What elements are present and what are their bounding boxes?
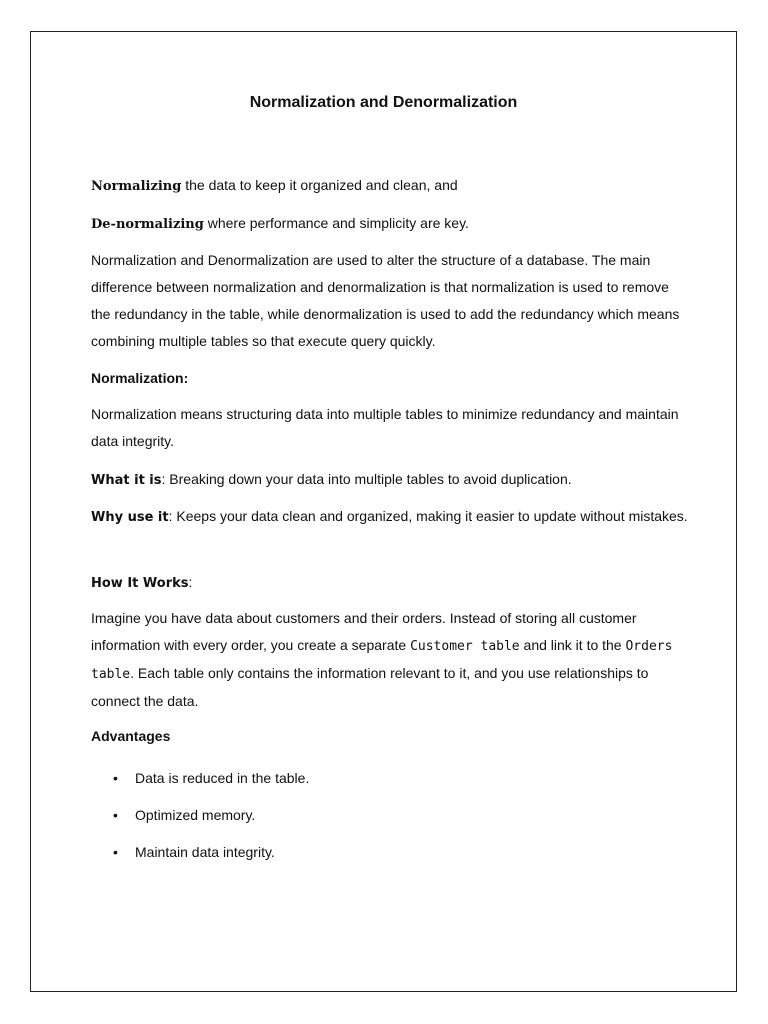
why-use-it-label: Why use it xyxy=(91,510,169,525)
how-it-works-colon: : xyxy=(188,574,193,590)
bullet-icon: • xyxy=(113,807,118,823)
document-page xyxy=(30,31,737,992)
normalization-definition: Normalization means structuring data into multiple tables to minimize redundancy and maintain data integrity. xyxy=(91,406,679,449)
list-item-text: Maintain data integrity. xyxy=(135,844,275,860)
what-it-is-label: What it is xyxy=(91,473,162,488)
bullet-icon: • xyxy=(113,844,118,860)
list-item xyxy=(91,834,591,871)
intro-line-denormalizing xyxy=(91,210,691,238)
why-use-it-text: : Keeps your data clean and organized, making it easier to update without mistakes. xyxy=(168,508,688,524)
why-use-it-line xyxy=(91,503,691,531)
advantages-heading: Advantages xyxy=(91,728,171,744)
list-item-text: Optimized memory. xyxy=(135,807,256,823)
overview-paragraph: Normalization and Denormalization are used to alter the structure of a database. The main difference between normalization and denormalization is that normalization is used to remove the redundancy in the table, while denormalization is used to add the redundancy which means combining multiple tables so that execute query quickly. xyxy=(91,252,680,349)
code-orders-table: Orders table xyxy=(91,639,673,682)
intro-line-normalizing xyxy=(91,172,691,200)
how-it-works-paragraph xyxy=(91,605,691,715)
list-item-text: Data is reduced in the table. xyxy=(135,770,310,786)
advantages-list xyxy=(91,760,591,871)
intro-line1-text: the data to keep it organized and clean, and xyxy=(181,177,458,193)
intro-line2-text: where performance and simplicity are key. xyxy=(203,215,469,231)
normalization-heading: Normalization: xyxy=(91,370,189,386)
how-text-3: . Each table only contains the information relevant to it, and you use relationships to connect the data. xyxy=(91,665,649,709)
how-text-1: Imagine you have data about customers and their orders. Instead of storing all customer information with every order, you create a separate xyxy=(91,610,637,653)
what-it-is-line xyxy=(91,466,691,494)
list-item xyxy=(91,760,591,797)
list-item xyxy=(91,797,591,834)
how-text-2: and link it to the xyxy=(519,637,626,653)
how-it-works-heading xyxy=(91,569,691,597)
code-customer-table: Customer table xyxy=(410,639,520,654)
term-denormalizing: De-normalizing xyxy=(91,217,204,232)
bullet-icon: • xyxy=(113,770,118,786)
how-it-works-label: How It Works xyxy=(91,576,189,591)
page-title: Normalization and Denormalization xyxy=(249,94,518,111)
term-normalizing: Normalizing xyxy=(91,179,182,194)
what-it-is-text: : Breaking down your data into multiple tables to avoid duplication. xyxy=(161,471,572,487)
